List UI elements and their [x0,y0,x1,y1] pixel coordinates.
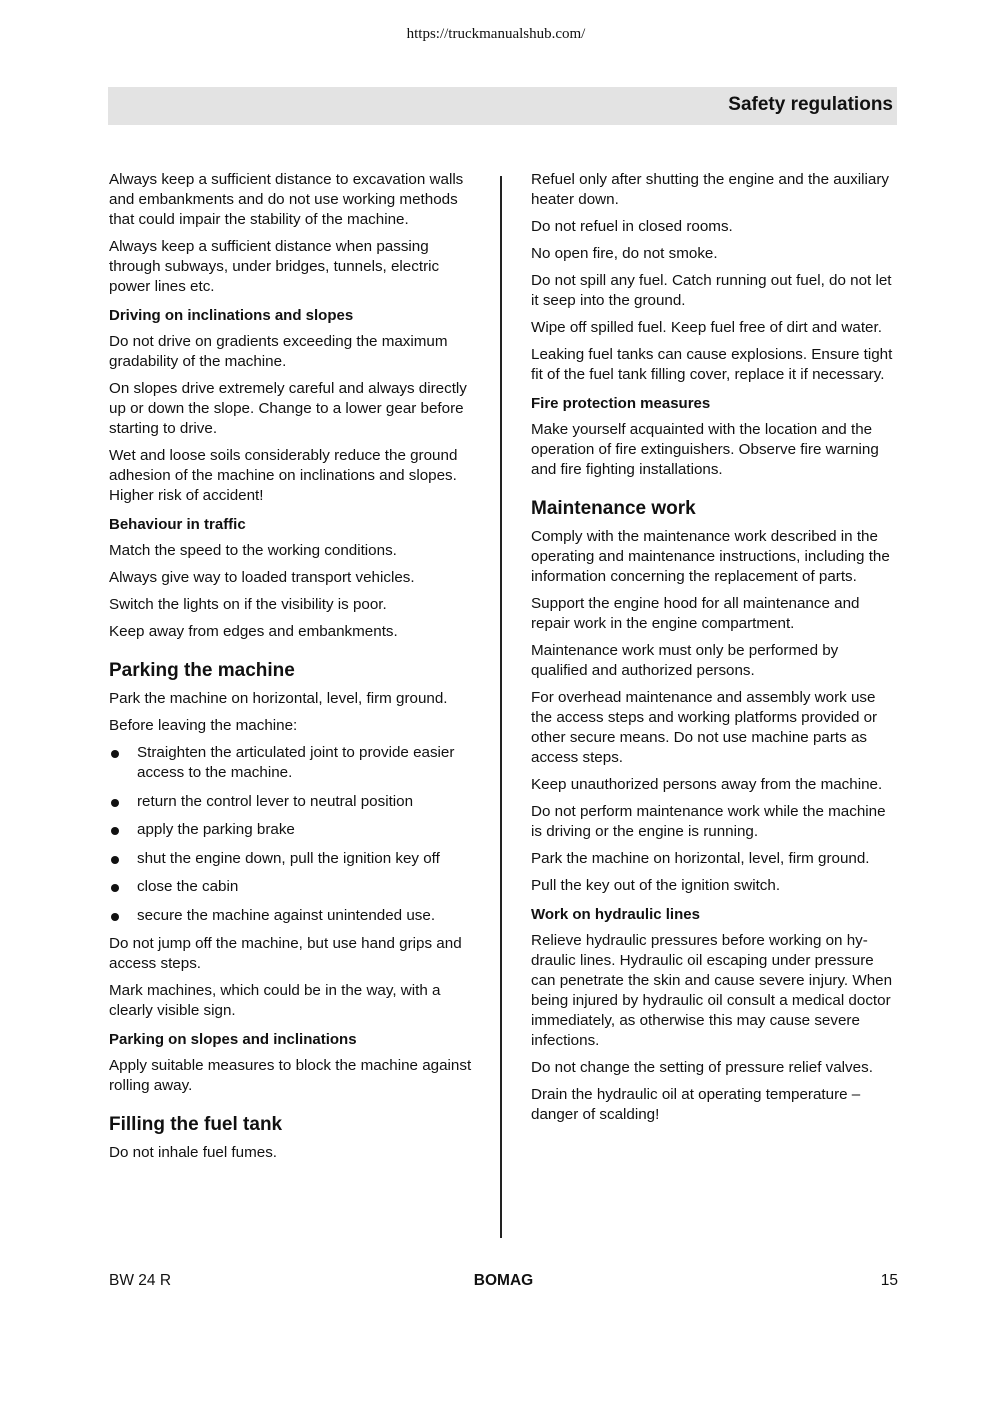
footer-brand: BOMAG [473,1272,534,1289]
section-heading-parking: Parking the machine [109,660,295,681]
paragraph: Leaking fuel tanks can cause explosions. Ensure tight fit of the fuel tank filling cover, replace it if necessary. [531,346,893,383]
paragraph: Do not perform maintenance work while the machine is driving or the engine is running. [531,803,886,840]
list-item [109,906,476,926]
header-bar [108,87,897,125]
paragraph: Match the speed to the working conditions. [109,542,397,559]
page-number: 15 [880,1272,898,1289]
paragraph: Apply suitable measures to block the machine against rolling away. [109,1057,472,1094]
paragraph: Switch the lights on if the visibility is poor. [109,596,387,613]
paragraph: Park the machine on horizontal, level, firm ground. [531,850,870,867]
paragraph: Keep unauthorized persons away from the machine. [531,776,883,793]
paragraph: Always keep a sufficient distance when passing through subways, under bridges, tunnels, electric power lines etc. [109,238,440,295]
list-item [109,820,476,840]
bullet-list [109,743,476,926]
paragraph: Keep away from edges and embankments. [109,623,398,640]
page-title: Safety regulations [728,94,893,115]
bullet-icon [111,884,119,892]
subheading-inclinations: Driving on inclinations and slopes [109,307,354,324]
paragraph: Do not inhale fuel fumes. [109,1144,278,1161]
bullet-icon [111,913,119,921]
list-item-text: secure the machine against unintended use. [137,906,436,924]
paragraph: Relieve hydraulic pressures before working on hydraulic lines. Hydraulic oil escaping under pressure can penetrate the skin and cause severe injury. When being injured by hydraulic oil consult a medical doctor immediately, as otherwise this may cause severe infections. [531,932,893,1049]
right-column [531,170,898,1132]
bullet-icon [111,827,119,835]
paragraph: Support the engine hood for all maintenance and repair work in the engine compartment. [531,595,860,632]
list-item-text: shut the engine down, pull the ignition key off [137,849,440,867]
paragraph: Refuel only after shutting the engine and the auxiliary heater down. [531,171,889,208]
list-item [109,849,476,869]
paragraph: Do not refuel in closed rooms. [531,218,733,235]
paragraph: Always give way to loaded transport vehicles. [109,569,415,586]
subheading-slopes: Parking on slopes and inclinations [109,1031,357,1048]
paragraph: Before leaving the machine: [109,717,298,734]
paragraph: Make yourself acquainted with the location and the operation of fire extinguishers. Observe fire warning and fire fighting installations. [531,421,879,478]
section-heading-maintenance: Maintenance work [531,498,696,519]
paragraph: Drain the hydraulic oil at operating temperature – danger of scalding! [531,1086,861,1123]
subheading-traffic: Behaviour in traffic [109,516,246,533]
subheading-hydraulic: Work on hydraulic lines [531,906,700,923]
paragraph: Mark machines, which could be in the way, with a clearly visible sign. [109,982,441,1019]
paragraph: Park the machine on horizontal, level, firm ground. [109,690,448,707]
paragraph: Do not jump off the machine, but use hand grips and access steps. [109,935,462,972]
paragraph: Wet and loose soils considerably reduce the ground adhesion of the machine on inclinations and slopes. Higher risk of accident! [109,447,458,504]
bullet-icon [111,856,119,864]
list-item-text: apply the parking brake [137,821,295,838]
subheading-fire: Fire protection measures [531,395,711,412]
paragraph: Do not change the setting of pressure relief valves. [531,1059,873,1076]
footer-model: BW 24 R [109,1272,172,1289]
paragraph: Do not spill any fuel. Catch running out fuel, do not let it seep into the ground. [531,272,892,309]
paragraph: Comply with the maintenance work described in the operating and maintenance instructions, including the information concerning the replacement of parts. [531,528,890,585]
left-column [109,170,476,1170]
bullet-icon [111,799,119,807]
list-item-text: close the cabin [137,878,239,895]
source-url[interactable]: https://truckmanualshub.com/ [406,26,586,42]
list-item [109,877,476,897]
paragraph: For overhead maintenance and assembly work use the access steps and working platforms provided or other secure means. Do not use machine parts as access steps. [531,689,878,766]
section-heading-fuel: Filling the fuel tank [109,1114,283,1135]
list-item [109,743,476,783]
paragraph: Pull the key out of the ignition switch. [531,877,781,894]
bullet-icon [111,750,119,758]
paragraph: Do not drive on gradients exceeding the maximum gradability of the machine. [109,333,448,370]
list-item [109,792,476,812]
list-item-text: return the control lever to neutral position [137,792,414,810]
paragraph: On slopes drive extremely careful and always directly up or down the slope. Change to a lower gear before starting to drive. [109,380,467,437]
paragraph: Maintenance work must only be performed by qualified and authorized persons. [531,642,839,679]
paragraph: No open fire, do not smoke. [531,245,718,262]
list-item-text: Straighten the articulated joint to provide easier access to the machine. [137,744,455,781]
paragraph: Always keep a sufficient distance to excavation walls and embankments and do not use working methods that could impair the stability of the machine. [109,171,464,228]
page-footer [109,1272,898,1294]
paragraph: Wipe off spilled fuel. Keep fuel free of dirt and water. [531,319,882,336]
column-divider [500,176,502,1238]
